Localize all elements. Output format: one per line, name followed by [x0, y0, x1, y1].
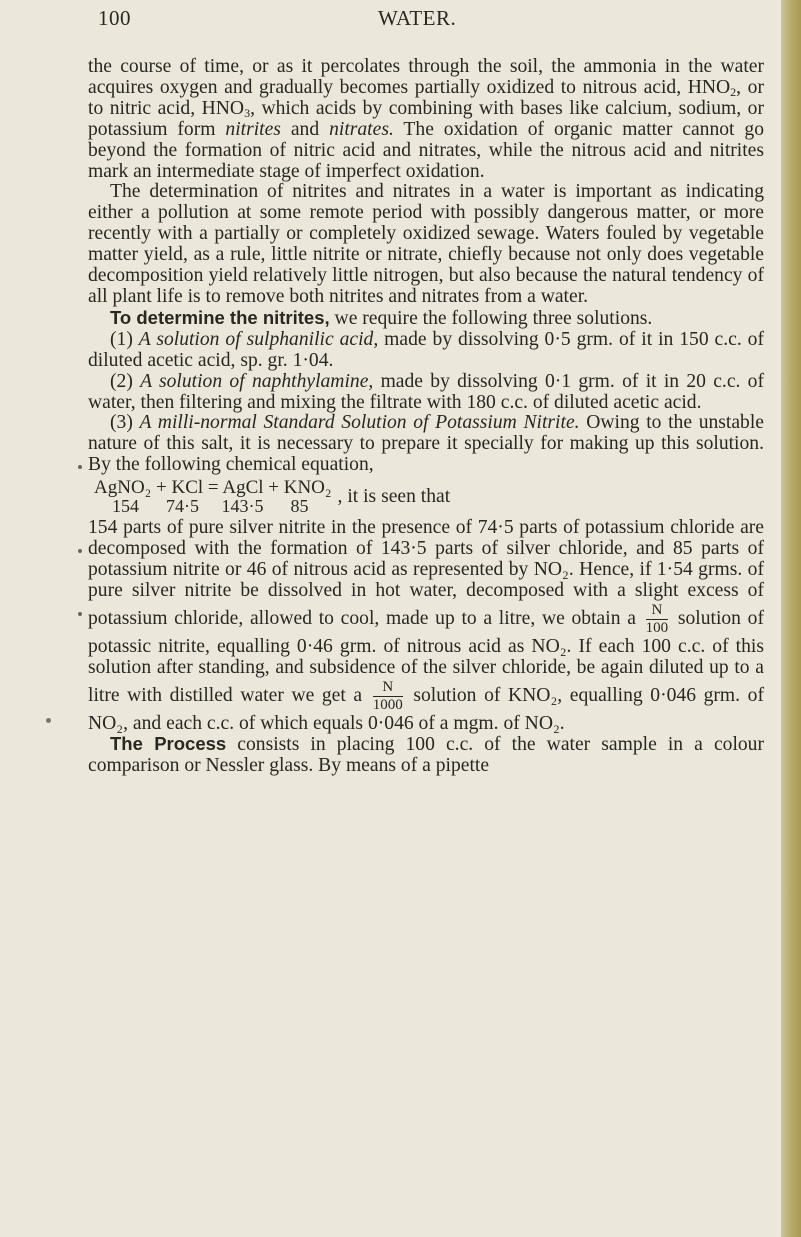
- paragraph-oxidation: the course of time, or as it percolates through the soil, the ammonia in the water acquires oxygen and gradually becomes partially oxidized to nitrous acid, $HNO_2$, or to nitric acid, $HNO_3$, which acids by combining with bases like calcium, sodium, or potassium form nitrites and nitrates. The oxidation of organic matter cannot go beyond the formation of nitric acid and nitrates, while the nitrous acid and nitrites mark an intermediate stage of imperfect oxidation.: [88, 56, 765, 182]
- paragraph-process: The Process consists in placing 100 c.c. of the water sample in a colour comparison or Nessler glass. By means of a pipette: [88, 733, 765, 777]
- fraction-n-1000: $\frac{N}{1000}$: [372, 678, 403, 713]
- book-edge-shadow: [781, 0, 801, 1237]
- section-heading: The Process: [110, 733, 227, 755]
- solution-1: (1) A solution of sulphanilic acid, made by dissolving 0·5 grm. of it in 150 c.c. of diluted acetic acid, sp. gr. 1·04.: [88, 328, 765, 371]
- running-title: WATER.: [378, 6, 457, 30]
- paragraph-silver-nitrite: 154 parts of pure silver nitrite in the presence of 74·5 parts of potassium chloride are decomposed with the formation of 143·5 parts of silver chloride, and 85 parts of potassium nitrite or 46 of nitrous acid as represented by NO₂. Hence, if 1·54 grms. of pure silver nitrite be dissolved in hot water, decomposed with a slight excess of potassium chloride, allowed to cool, made up to a litre, we obtain a $\frac{N}{100}$ solution of potassic nitrite, equalling 0·46 grm. of nitrous acid as NO₂. If each 100 c.c. of this solution after standing, and subsidence of the silver chloride, be again diluted up to a litre with distilled water we get a $\frac{N}{1000}$ solution of KNO₂, equalling 0·046 grm. of NO₂, and each c.c. of which equals 0·046 of a mgm. of NO₂.: [88, 517, 765, 734]
- equation-weights: 154 74·5 143·5 85: [94, 496, 309, 517]
- paragraph-determination: The determination of nitrites and nitrates in a water is important as indicating either a pollution at some remote period with possibly dangerous matter, or more recently with a partially or completely oxidized sewage. Waters fouled by vegetable matter yield, as a rule, little nitrite or nitrate, chiefly because not only does vegetable decomposition yield relatively little nitrogen, but also because the natural tendency of all plant life is to remove both nitrites and nitrates from a water.: [88, 181, 764, 307]
- paragraph-to-determine: To determine the nitrites, we require the following three solutions.: [110, 306, 653, 329]
- solution-3: (3) A milli-normal Standard Solution of Potassium Nitrite. Owing to the unstable nature of this salt, it is necessary to prepare it specially for making up this solution. By the following chemical equation,: [88, 412, 764, 476]
- page-number: 100: [98, 6, 131, 30]
- solution-2: (2) A solution of naphthylamine, made by dissolving 0·1 grm. of it in 20 c.c. of water, then filtering and mixing the filtrate with 180 c.c. of diluted acetic acid.: [88, 370, 765, 413]
- section-heading: To determine the nitrites,: [110, 306, 330, 328]
- page-header: [0, 6, 801, 34]
- body-text: [88, 57, 764, 777]
- equation-formula: AgNO₂ + KCl = AgCl + KNO₂: [94, 477, 332, 499]
- margin-mark: [78, 612, 82, 616]
- margin-mark: [78, 465, 82, 469]
- fraction-n-100: $\frac{N}{100}$: [645, 601, 669, 636]
- chemical-equation: AgNO₂ + KCl = AgCl + KNO₂ 154 74·5 143·5 85 , it is seen that: [94, 477, 451, 517]
- margin-mark: [46, 718, 51, 723]
- margin-mark: [78, 549, 82, 553]
